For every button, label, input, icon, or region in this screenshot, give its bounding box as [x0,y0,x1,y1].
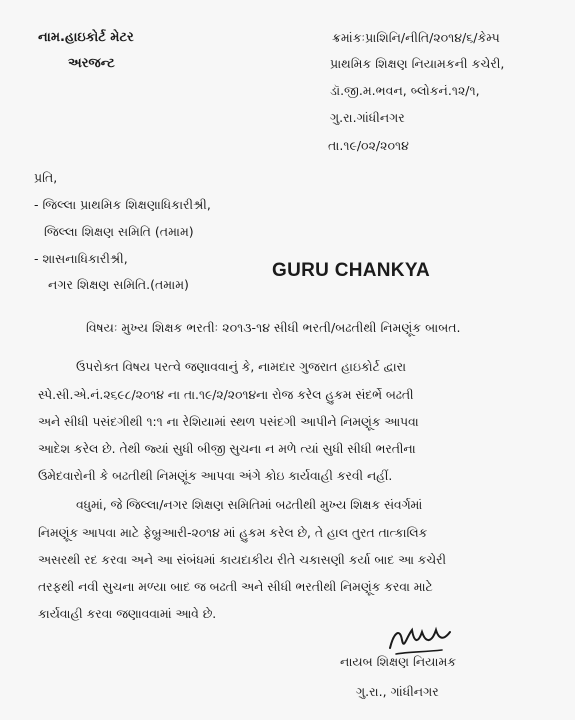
recipient-line-3: - શાસનાધિકારીશ્રી, [34,251,128,266]
subject-line: વિષયઃ મુખ્ય શિક્ષક ભરતીઃ ૨૦૧૩-૧૪ સીધી ભરતી/બઢતીથી નિમણૂંક બાબત. [86,320,461,335]
matter-title: નામ.હાઇકોર્ટ મેટર [38,30,134,45]
paragraph-2-line: નિમણૂંક આપવા માટે ફેબ્રુઆરી-૨૦૧૪ માં હુકમ કરેલ છે, તે હાલ તુરત તાત્કાલિક [38,526,428,540]
office-name: પ્રાથમિક શિક્ષણ નિયામકની કચેરી, [330,56,505,71]
urgent-label: અરજન્ટ [68,56,115,71]
watermark-text: GURU CHANKYA [272,260,431,281]
recipient-line-4: નગર શિક્ષણ સમિતિ.(તમામ) [48,277,189,292]
recipient-line-1: - જિલ્લા પ્રાથમિક શિક્ષણાધિકારીશ્રી, [34,197,211,212]
recipient-line-2: જિલ્લા શિક્ષણ સમિતિ (તમામ) [44,224,194,239]
letter-date: તા.૧૯/૦૨/૨૦૧૪ [328,138,409,153]
signatory-place: ગુ.રા., ગાંધીનગર [356,684,439,699]
office-city: ગુ.રા.ગાંધીનગર [330,110,405,125]
paragraph-1-line: સ્પે.સી.એ.નં.૨૬૯૮/૨૦૧૪ ના તા.૧૯/૨/૨૦૧૪ના રોજ કરેલ હુકમ સંદર્ભે બઢતી [38,388,414,402]
paragraph-2-line: કાર્યવાહી કરવા જણાવવામાં આવે છે. [38,607,217,621]
paragraph-2-line: તરફથી નવી સુચના મળ્યા બાદ જ બઢતી અને સીધી ભરતીથી નિમણૂંક કરવા માટે [38,580,433,594]
paragraph-1-line: આદેશ કરેલ છે. તેથી જ્યાં સુધી બીજી સુચના ન મળે ત્યાં સુધી સીધી ભરતીના [38,442,416,456]
paragraph-1-line: ઉમેદવારોની કે બઢતીથી નિમણૂંક આપવા અંગે કોઇ કાર્યવાહી કરવી નહીં. [38,469,393,483]
reference-number: ક્રમાંકઃપ્રાશિનિ/નીતિ/૨૦૧૪/૬/કેમ્પ [332,30,500,45]
paragraph-1-line: ઉપરોક્ત વિષય પરત્વે જણાવવાનું કે, નામદાર ગુજરાત હાઇકોર્ટ દ્વારા [76,360,407,374]
paragraph-2-line: અસરથી રદ કરવા અને આ સંબંધમાં કાયદાકીય રીતે ચકાસણી કર્યા બાદ આ કચેરી [38,553,447,567]
office-building: ડૉ.જી.મ.ભવન, બ્લોકનં.૧૨/૧, [330,83,480,98]
recipient-to: પ્રતિ, [34,170,58,185]
paragraph-2-line: વધુમાં, જે જિલ્લા/નગર શિક્ષણ સમિતિમાં બઢતીથી મુખ્ય શિક્ષક સંવર્ગમાં [76,498,423,512]
paragraph-1-line: અને સીધી પસંદગીથી ૧:૧ ના રેશિયામાં સ્થળ પસંદગી આપીને નિમણૂંક આપવા [38,415,419,429]
signatory-designation: નાયબ શિક્ષણ નિયામક [340,654,457,669]
